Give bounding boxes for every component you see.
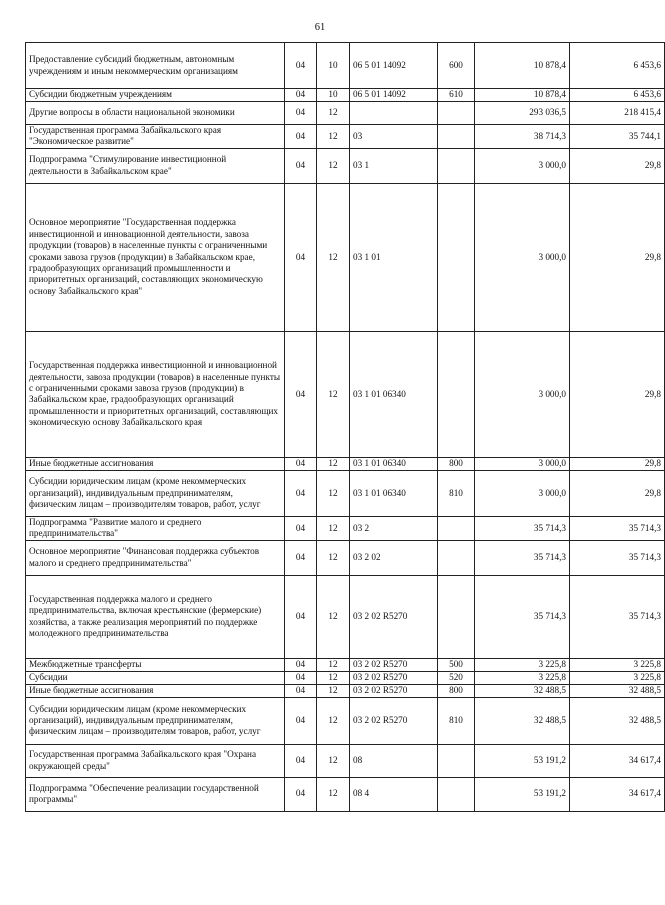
- row-amount-2-cell: 29,8: [570, 183, 665, 331]
- row-section-cell: 04: [285, 457, 317, 470]
- row-section-cell: 04: [285, 102, 317, 125]
- table-row: [26, 125, 665, 149]
- row-name-cell: Предоставление субсидий бюджетным, автономным учреждениям и иным некоммерческим организациям: [26, 43, 285, 89]
- row-amount-2-cell: 32 488,5: [570, 684, 665, 697]
- row-expense-type-cell: [438, 540, 475, 575]
- row-amount-2-cell: 29,8: [570, 457, 665, 470]
- table-row: [26, 540, 665, 575]
- row-section-cell: 04: [285, 697, 317, 744]
- row-section-cell: 04: [285, 671, 317, 684]
- row-section-cell: 04: [285, 540, 317, 575]
- row-target-article-cell: 03 1: [350, 148, 438, 183]
- row-subsection-cell: 12: [317, 516, 350, 540]
- table-row: [26, 697, 665, 744]
- row-amount-1-cell: 35 714,3: [475, 575, 570, 658]
- row-target-article-cell: [350, 102, 438, 125]
- table-row: [26, 777, 665, 811]
- table-row: [26, 516, 665, 540]
- table-row: [26, 744, 665, 777]
- row-subsection-cell: 10: [317, 89, 350, 102]
- row-subsection-cell: 10: [317, 43, 350, 89]
- row-expense-type-cell: 600: [438, 43, 475, 89]
- row-amount-2-cell: 29,8: [570, 470, 665, 516]
- row-target-article-cell: 06 5 01 14092: [350, 89, 438, 102]
- row-amount-1-cell: 38 714,3: [475, 125, 570, 149]
- row-section-cell: 04: [285, 684, 317, 697]
- row-amount-2-cell: 3 225,8: [570, 671, 665, 684]
- row-target-article-cell: 03 2 02 R5270: [350, 658, 438, 671]
- row-subsection-cell: 12: [317, 744, 350, 777]
- row-expense-type-cell: [438, 575, 475, 658]
- table-row: [26, 148, 665, 183]
- row-amount-2-cell: 6 453,6: [570, 89, 665, 102]
- table-row: [26, 331, 665, 457]
- row-section-cell: 04: [285, 516, 317, 540]
- row-section-cell: 04: [285, 575, 317, 658]
- row-name-cell: Подпрограмма "Развитие малого и среднего предпринимательства": [26, 516, 285, 540]
- row-section-cell: 04: [285, 331, 317, 457]
- row-section-cell: 04: [285, 89, 317, 102]
- row-name-cell: Подпрограмма "Обеспечение реализации государственной программы": [26, 777, 285, 811]
- table-row: [26, 457, 665, 470]
- table-row: [26, 684, 665, 697]
- page-number: 61: [314, 22, 326, 33]
- row-amount-2-cell: 32 488,5: [570, 697, 665, 744]
- table-row: [26, 671, 665, 684]
- budget-table-body: [26, 43, 665, 812]
- row-amount-1-cell: 3 225,8: [475, 658, 570, 671]
- row-subsection-cell: 12: [317, 183, 350, 331]
- row-amount-2-cell: 35 714,3: [570, 540, 665, 575]
- row-target-article-cell: 03 2 02 R5270: [350, 684, 438, 697]
- row-subsection-cell: 12: [317, 777, 350, 811]
- table-row: [26, 102, 665, 125]
- row-target-article-cell: 03 1 01: [350, 183, 438, 331]
- row-expense-type-cell: 520: [438, 671, 475, 684]
- table-row: [26, 470, 665, 516]
- table-row: [26, 89, 665, 102]
- row-amount-2-cell: 29,8: [570, 331, 665, 457]
- row-target-article-cell: 03 1 01 06340: [350, 331, 438, 457]
- row-amount-2-cell: 218 415,4: [570, 102, 665, 125]
- row-amount-1-cell: 53 191,2: [475, 777, 570, 811]
- row-amount-1-cell: 10 878,4: [475, 89, 570, 102]
- row-name-cell: Государственная поддержка малого и среднего предпринимательства, включая крестьянские (фермерские) хозяйства, а также реализация мероприятий по поддержке молодежного предпринимательства: [26, 575, 285, 658]
- row-amount-2-cell: 34 617,4: [570, 744, 665, 777]
- table-row: [26, 183, 665, 331]
- row-section-cell: 04: [285, 148, 317, 183]
- row-target-article-cell: 03 2 02 R5270: [350, 697, 438, 744]
- table-row: [26, 575, 665, 658]
- row-amount-1-cell: 3 000,0: [475, 148, 570, 183]
- row-name-cell: Государственная программа Забайкальского края "Экономическое развитие": [26, 125, 285, 149]
- row-amount-1-cell: 3 225,8: [475, 671, 570, 684]
- row-expense-type-cell: 800: [438, 457, 475, 470]
- row-target-article-cell: 08 4: [350, 777, 438, 811]
- row-amount-1-cell: 3 000,0: [475, 331, 570, 457]
- row-target-article-cell: 03 2 02 R5270: [350, 575, 438, 658]
- row-amount-2-cell: 35 714,3: [570, 575, 665, 658]
- row-expense-type-cell: [438, 744, 475, 777]
- row-target-article-cell: 03 2: [350, 516, 438, 540]
- row-section-cell: 04: [285, 470, 317, 516]
- row-expense-type-cell: [438, 331, 475, 457]
- row-subsection-cell: 12: [317, 697, 350, 744]
- row-subsection-cell: 12: [317, 658, 350, 671]
- row-subsection-cell: 12: [317, 540, 350, 575]
- row-subsection-cell: 12: [317, 684, 350, 697]
- row-section-cell: 04: [285, 183, 317, 331]
- row-target-article-cell: 03 1 01 06340: [350, 457, 438, 470]
- row-expense-type-cell: [438, 183, 475, 331]
- row-amount-1-cell: 53 191,2: [475, 744, 570, 777]
- row-amount-1-cell: 3 000,0: [475, 470, 570, 516]
- row-section-cell: 04: [285, 777, 317, 811]
- row-name-cell: Межбюджетные трансферты: [26, 658, 285, 671]
- row-amount-1-cell: 35 714,3: [475, 516, 570, 540]
- row-subsection-cell: 12: [317, 331, 350, 457]
- table-row: [26, 658, 665, 671]
- row-expense-type-cell: 810: [438, 697, 475, 744]
- row-name-cell: Субсидии юридическим лицам (кроме некоммерческих организаций), индивидуальным предпринимателям, физическим лицам – производителям товаров, работ, услуг: [26, 697, 285, 744]
- row-subsection-cell: 12: [317, 102, 350, 125]
- row-amount-2-cell: 29,8: [570, 148, 665, 183]
- row-target-article-cell: 08: [350, 744, 438, 777]
- row-amount-2-cell: 6 453,6: [570, 43, 665, 89]
- row-section-cell: 04: [285, 125, 317, 149]
- row-target-article-cell: 03: [350, 125, 438, 149]
- row-amount-1-cell: 3 000,0: [475, 457, 570, 470]
- row-name-cell: Субсидии юридическим лицам (кроме некоммерческих организаций), индивидуальным предпринимателям, физическим лицам – производителям товаров, работ, услуг: [26, 470, 285, 516]
- row-name-cell: Другие вопросы в области национальной экономики: [26, 102, 285, 125]
- row-subsection-cell: 12: [317, 470, 350, 516]
- row-amount-1-cell: 293 036,5: [475, 102, 570, 125]
- row-section-cell: 04: [285, 658, 317, 671]
- row-expense-type-cell: [438, 516, 475, 540]
- row-expense-type-cell: [438, 125, 475, 149]
- row-name-cell: Основное мероприятие "Финансовая поддержка субъектов малого и среднего предпринимательства": [26, 540, 285, 575]
- row-subsection-cell: 12: [317, 575, 350, 658]
- row-expense-type-cell: 610: [438, 89, 475, 102]
- row-target-article-cell: 03 2 02 R5270: [350, 671, 438, 684]
- row-name-cell: Подпрограмма "Стимулирование инвестиционной деятельности в Забайкальском крае": [26, 148, 285, 183]
- budget-table: [25, 42, 665, 812]
- row-amount-1-cell: 32 488,5: [475, 697, 570, 744]
- table-row: [26, 43, 665, 89]
- row-amount-2-cell: 35 744,1: [570, 125, 665, 149]
- row-name-cell: Иные бюджетные ассигнования: [26, 684, 285, 697]
- row-target-article-cell: 06 5 01 14092: [350, 43, 438, 89]
- row-amount-1-cell: 32 488,5: [475, 684, 570, 697]
- row-expense-type-cell: [438, 148, 475, 183]
- row-subsection-cell: 12: [317, 671, 350, 684]
- row-section-cell: 04: [285, 744, 317, 777]
- row-amount-1-cell: 10 878,4: [475, 43, 570, 89]
- row-expense-type-cell: [438, 777, 475, 811]
- row-target-article-cell: 03 1 01 06340: [350, 470, 438, 516]
- row-name-cell: Основное мероприятие "Государственная поддержка инвестиционной и инновационной деятельности, завоза продукции (товаров) в населенные пункты с ограниченными сроками завоза грузов (продукции) в Забайкальском крае, градообразующих организаций промышленности и приоритетных организаций, составляющих экономическую основу Забайкальского края": [26, 183, 285, 331]
- row-name-cell: Государственная программа Забайкальского края "Охрана окружающей среды": [26, 744, 285, 777]
- row-subsection-cell: 12: [317, 148, 350, 183]
- row-expense-type-cell: 500: [438, 658, 475, 671]
- row-expense-type-cell: 810: [438, 470, 475, 516]
- row-amount-2-cell: 34 617,4: [570, 777, 665, 811]
- row-expense-type-cell: [438, 102, 475, 125]
- row-expense-type-cell: 800: [438, 684, 475, 697]
- row-amount-1-cell: 35 714,3: [475, 540, 570, 575]
- row-amount-2-cell: 3 225,8: [570, 658, 665, 671]
- row-subsection-cell: 12: [317, 457, 350, 470]
- row-name-cell: Субсидии бюджетным учреждениям: [26, 89, 285, 102]
- row-name-cell: Государственная поддержка инвестиционной и инновационной деятельности, завоза продукции (товаров) в населенные пункты с ограниченными сроками завоза грузов (продукции) в Забайкальском крае, градообразующих организаций промышленности и приоритетных организаций, составляющих экономическую основу Забайкальского края: [26, 331, 285, 457]
- row-amount-2-cell: 35 714,3: [570, 516, 665, 540]
- row-subsection-cell: 12: [317, 125, 350, 149]
- row-target-article-cell: 03 2 02: [350, 540, 438, 575]
- row-amount-1-cell: 3 000,0: [475, 183, 570, 331]
- row-name-cell: Субсидии: [26, 671, 285, 684]
- row-section-cell: 04: [285, 43, 317, 89]
- row-name-cell: Иные бюджетные ассигнования: [26, 457, 285, 470]
